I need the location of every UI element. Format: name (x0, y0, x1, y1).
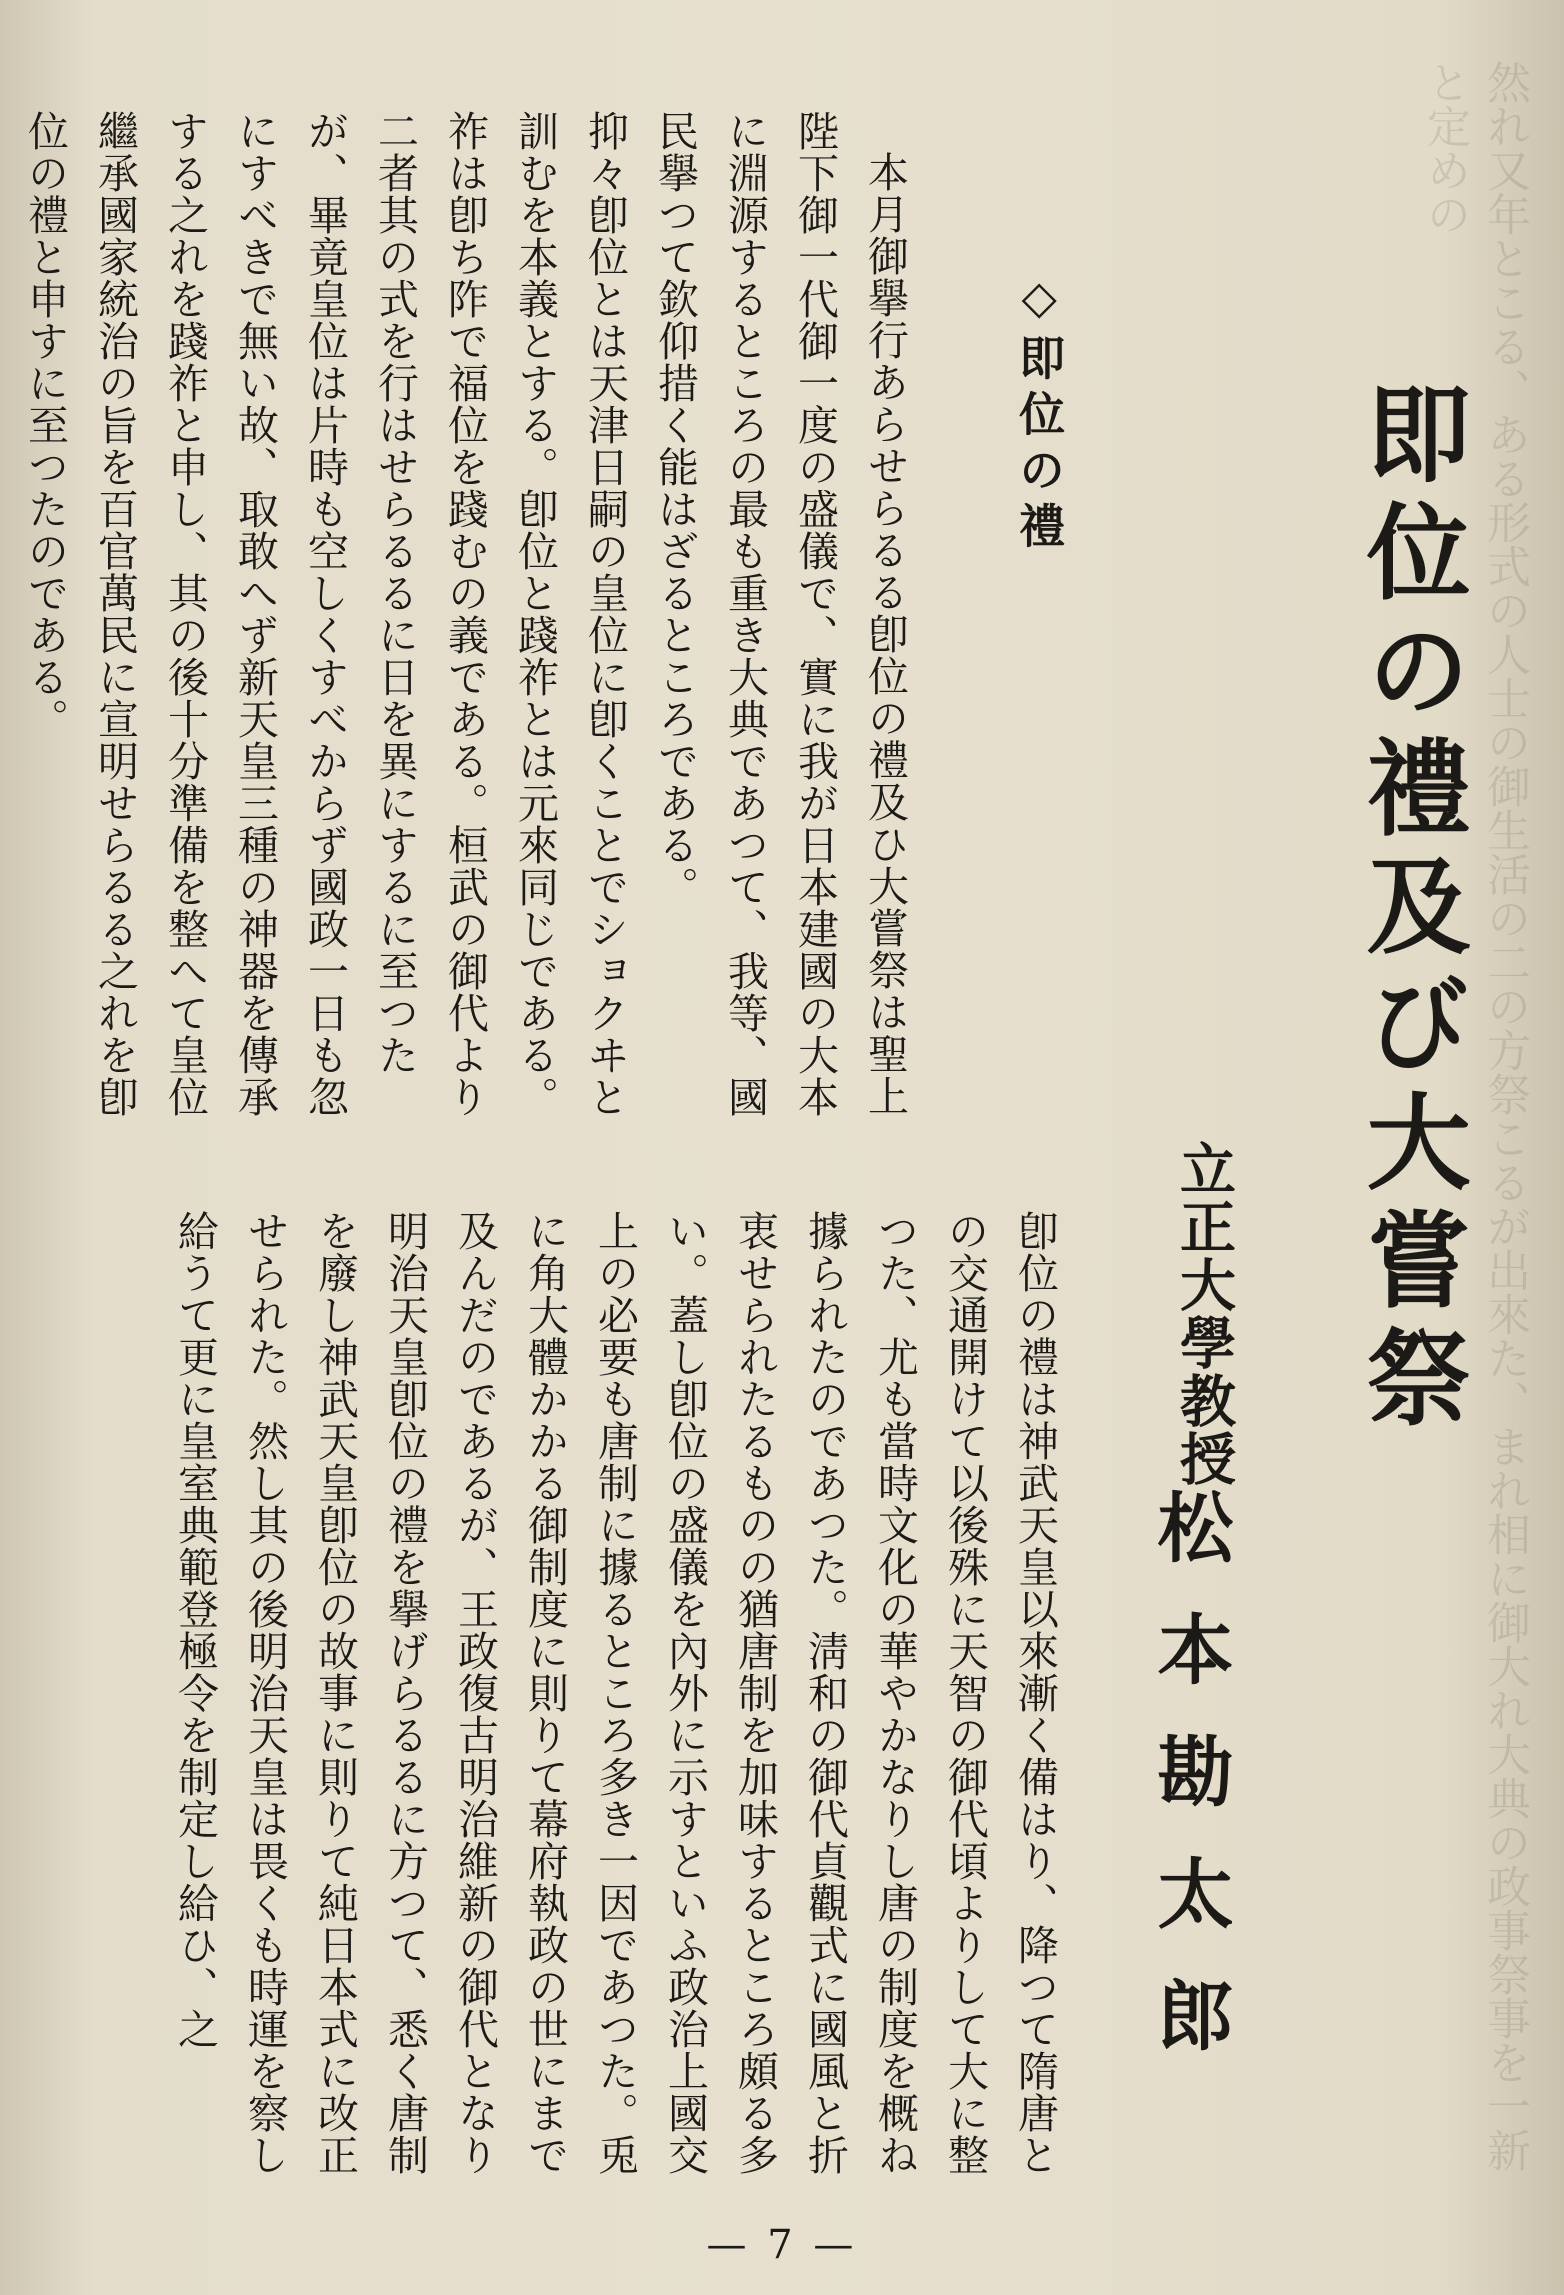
bleed-through-text: 然れ又年とこる、ある形式の人士の御生活の二の方祭こるが出來た、まれ相に御大れ大典の政事祭事を一新と定めの (1419, 60, 1530, 2172)
section-heading: ◇即位の禮 (1012, 270, 1067, 558)
byline (1135, 1140, 1244, 2098)
page-number: — 7 — (706, 2222, 858, 2268)
paragraph: 抑々卽位とは天津日嗣の皇位に卽くことでショクヰと訓むを本義とする。卽位と踐祚とは元來同じである。祚は卽ち阼で福位を踐むの義である。桓武の御代より二者其の式を行はせらるるに日を異にするに至つたが、畢竟皇位は片時も空しくすべからず國政一日も忽にすべきで無い故、取敢へず新天皇三種の神器を傳承する之れを踐祚と申し、其の後十分準備を整へて皇位繼承國家統治の旨を百官萬民に宣明せらるる之れを卽位の禮と申すに至つたのである。 (21, 110, 629, 1118)
paragraph: 卽位の禮は神武天皇以來漸く備はり、降つて隋唐との交通開けて以後殊に天智の御代頃よりして大に整つた、尤も當時文化の華やかなりし唐の制度を概ね據られたのであつた。淸和の御代貞觀式に國風と折衷せられたるものの猶唐制を加味するところ頗る多い。蓋し卽位の盛儀を內外に示すといふ政治上國交上の必要も唐制に據るところ多き一因であつた。兎に角大體かかる御制度に則りて幕府執政の世にまで及んだのであるが、王政復古明治維新の御代となり明治天皇卽位の禮を擧げらるるに方つて、悉く唐制を廢し神武天皇卽位の故事に則りて純日本式に改正せられた。然し其の後明治天皇は畏くも時運を察し給うて更に皇室典範登極令を制定し給ひ、之 (171, 1210, 1059, 2176)
body-text-upper (21, 110, 920, 1130)
author-name: 松本勘太郎 (1145, 1488, 1234, 2098)
paragraph: 本月御擧行あらせらるる卽位の禮及ひ大嘗祭は聖上陛下御一代御一度の盛儀で、實に我が日本建國の大本に淵源するところの最も重き大典であつて、我等、國民擧つて欽仰措く能はざるところである。 (651, 110, 909, 1118)
body-text-lower (110, 1210, 1070, 2210)
author-affiliation: 立正大學教授 (1171, 1140, 1237, 1488)
article-title: 即位の禮及び大嘗祭 (1348, 380, 1472, 1442)
